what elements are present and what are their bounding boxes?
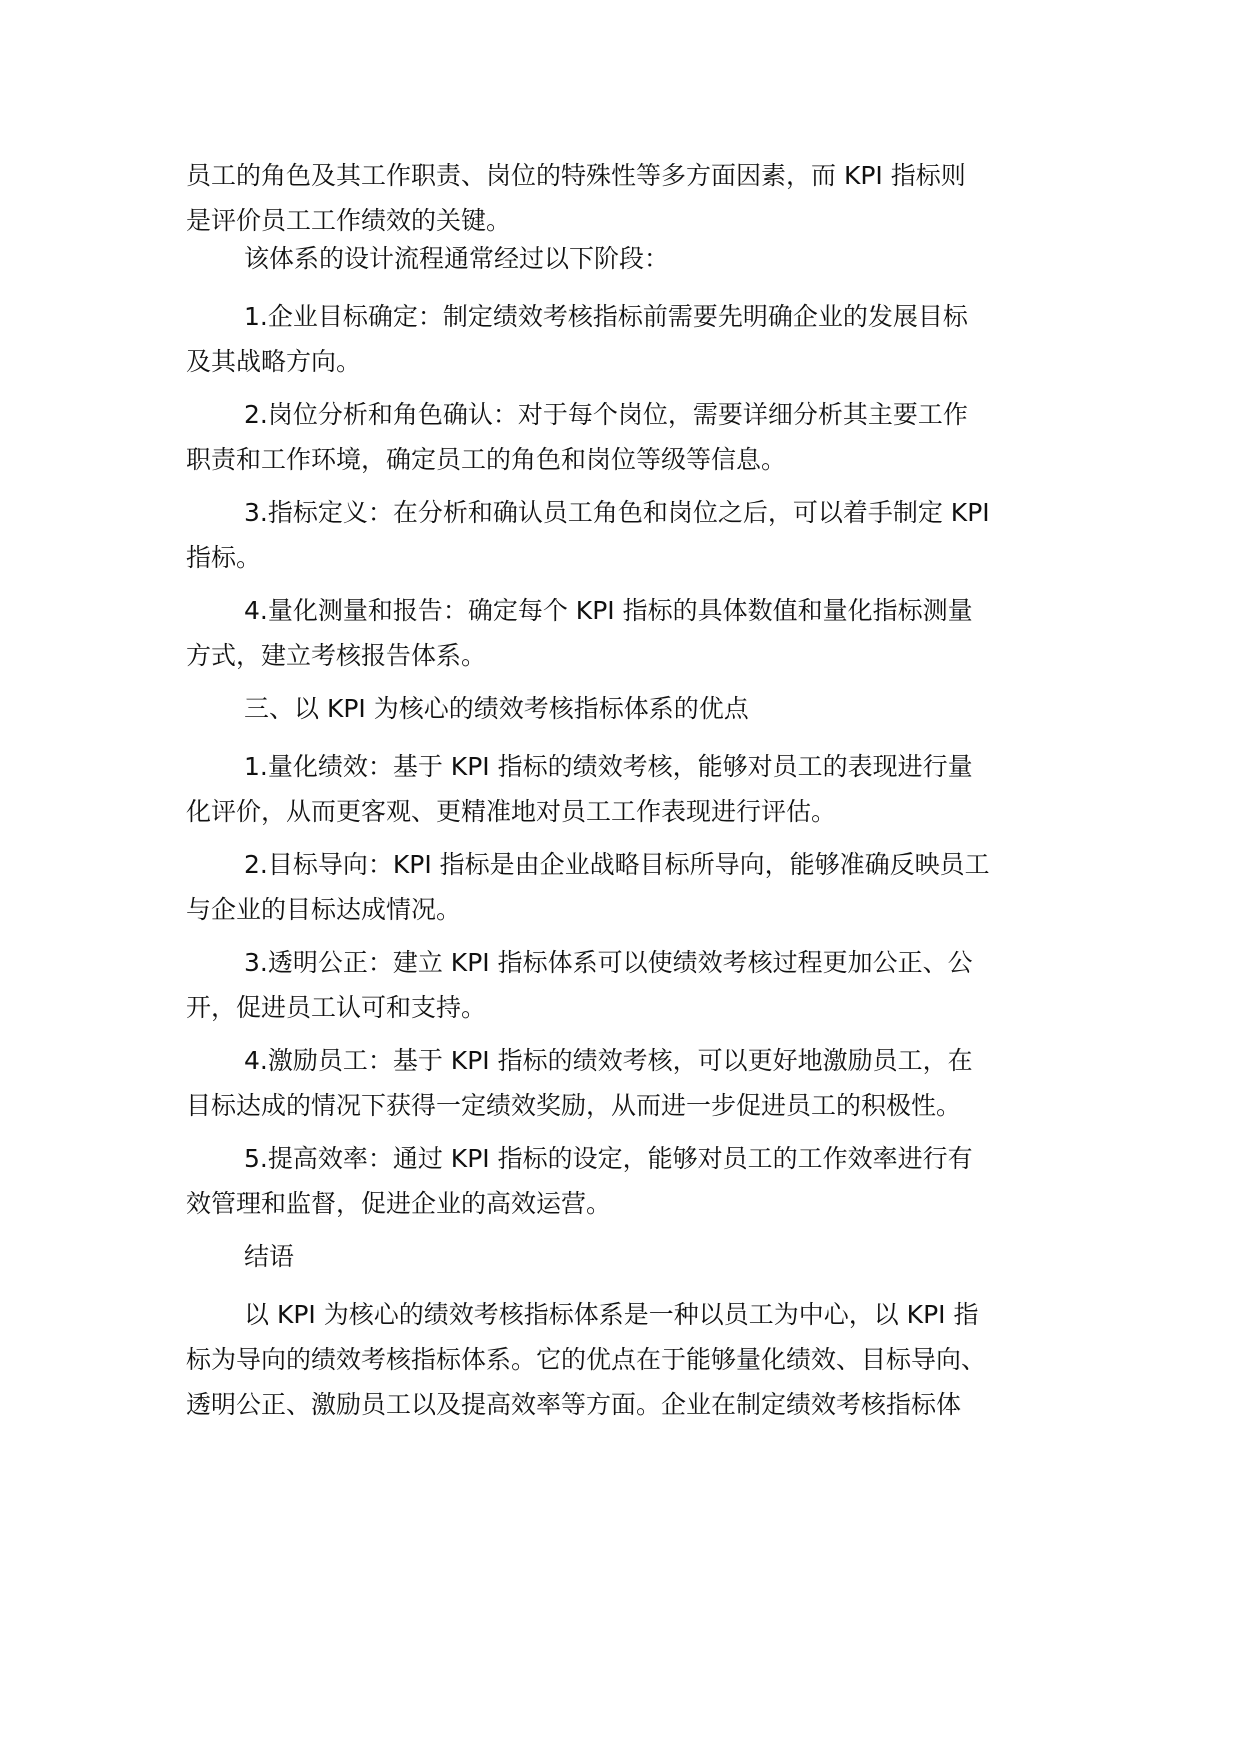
paragraph-advantage-4 — [186, 1038, 1066, 1128]
text-line: 员工的角色及其工作职责、岗位的特殊性等多方面因素，而 KPI 指标则 — [186, 161, 966, 190]
text-line: 3.透明公正：建立 KPI 指标体系可以使绩效考核过程更加公正、公 — [244, 948, 973, 977]
text-line: 结语 — [244, 1242, 295, 1271]
text-line: 化评价，从而更客观、更精准地对员工工作表现进行评估。 — [186, 797, 837, 826]
text-line: 三、以 KPI 为核心的绩效考核指标体系的优点 — [244, 694, 749, 723]
paragraph-advantage-1 — [186, 744, 1066, 834]
text-line: 以 KPI 为核心的绩效考核指标体系是一种以员工为中心，以 KPI 指 — [244, 1300, 979, 1329]
text-line: 1.量化绩效：基于 KPI 指标的绩效考核，能够对员工的表现进行量 — [244, 752, 973, 781]
text-line: 3.指标定义：在分析和确认员工角色和岗位之后，可以着手制定 KPI — [244, 498, 990, 527]
text-line: 2.目标导向：KPI 指标是由企业战略目标所导向，能够准确反映员工 — [244, 850, 990, 879]
text-line: 1.企业目标确定：制定绩效考核指标前需要先明确企业的发展目标 — [244, 302, 968, 331]
paragraph-step-1 — [186, 294, 1066, 384]
text-line: 是评价员工工作绩效的关键。 — [186, 206, 512, 235]
text-line: 职责和工作环境，确定员工的角色和岗位等级等信息。 — [186, 445, 787, 474]
text-line: 方式，建立考核报告体系。 — [186, 641, 487, 670]
section-heading — [186, 686, 1066, 731]
paragraph-advantage-2 — [186, 842, 1066, 932]
text-line: 开，促进员工认可和支持。 — [186, 993, 487, 1022]
paragraph-process-intro — [186, 236, 1066, 281]
paragraph-advantage-5 — [186, 1136, 1066, 1226]
text-line: 4.激励员工：基于 KPI 指标的绩效考核，可以更好地激励员工，在 — [244, 1046, 973, 1075]
text-line: 目标达成的情况下获得一定绩效奖励，从而进一步促进员工的积极性。 — [186, 1091, 962, 1120]
text-line: 5.提高效率：通过 KPI 指标的设定，能够对员工的工作效率进行有 — [244, 1144, 973, 1173]
paragraph-step-4 — [186, 588, 1066, 678]
text-line: 标为导向的绩效考核指标体系。它的优点在于能够量化绩效、目标导向、 — [186, 1345, 987, 1374]
paragraph-advantage-3 — [186, 940, 1066, 1030]
paragraph-step-2 — [186, 392, 1066, 482]
text-line: 该体系的设计流程通常经过以下阶段： — [244, 244, 670, 273]
text-line: 4.量化测量和报告：确定每个 KPI 指标的具体数值和量化指标测量 — [244, 596, 973, 625]
text-line: 透明公正、激励员工以及提高效率等方面。企业在制定绩效考核指标体 — [186, 1390, 962, 1419]
text-line: 及其战略方向。 — [186, 347, 362, 376]
text-line: 2.岗位分析和角色确认：对于每个岗位，需要详细分析其主要工作 — [244, 400, 968, 429]
paragraph-step-3 — [186, 490, 1066, 580]
text-line: 效管理和监督，促进企业的高效运营。 — [186, 1189, 612, 1218]
text-line: 与企业的目标达成情况。 — [186, 895, 462, 924]
paragraph-continuation — [186, 153, 1066, 243]
text-line: 指标。 — [186, 543, 262, 572]
conclusion-heading — [186, 1234, 1066, 1279]
paragraph-conclusion — [186, 1292, 1066, 1427]
